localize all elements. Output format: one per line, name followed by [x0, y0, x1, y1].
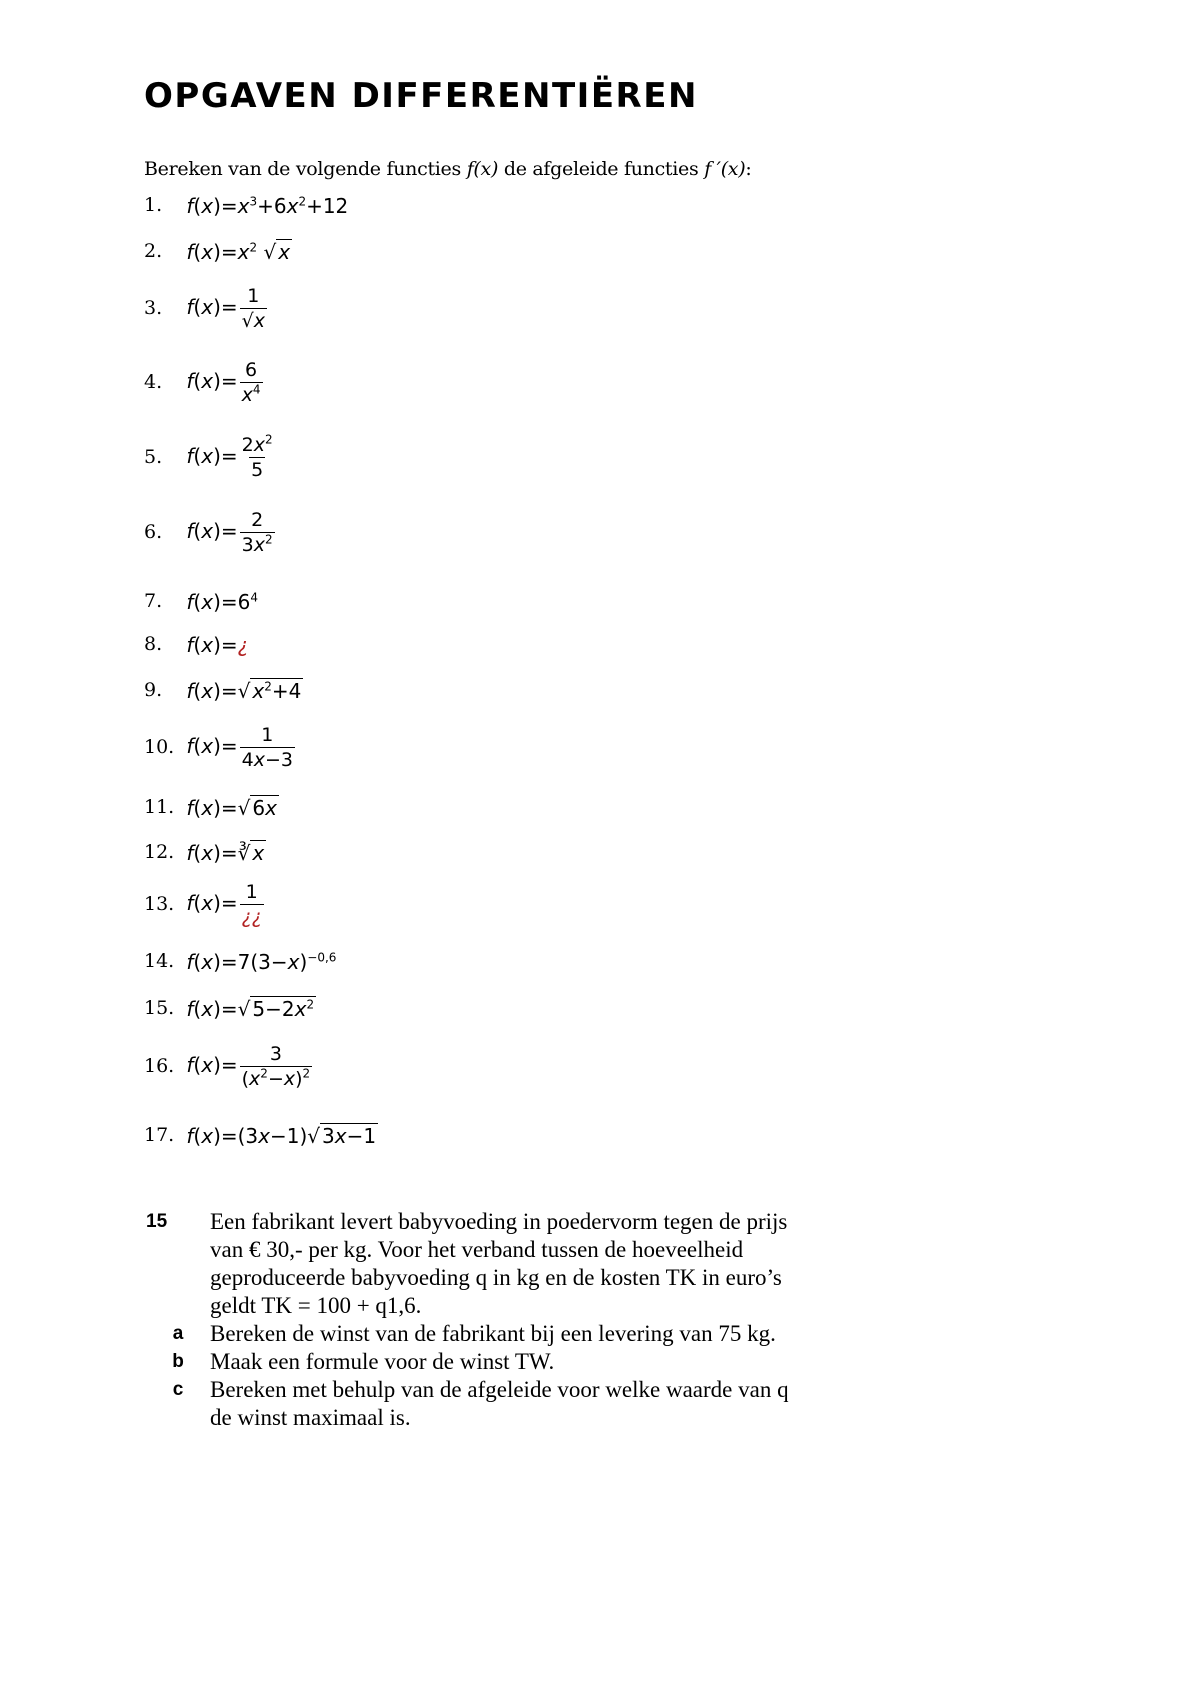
exercise-9 [144, 677, 303, 703]
exercise-number: 7. [144, 590, 163, 612]
formula: f(x)= $\frac{1}{√x}$ [186, 285, 265, 332]
exercise-4 [144, 358, 263, 407]
exercise-number: 3. [144, 297, 163, 319]
problem-number: 15 [146, 1211, 168, 1232]
exercise-number: 5. [144, 446, 163, 468]
subquestion-label: a [172, 1323, 184, 1344]
formula: $f(x)=x^2$ √ x [186, 239, 291, 264]
subquestion-label: c [172, 1379, 184, 1400]
formula: $f(x)=6^4$ [186, 589, 258, 614]
formula: f(x)= $\frac{1}{4x-3}$ [186, 724, 293, 771]
formula: f(x)= $\frac{3}{(x^2-x)^2}$ [186, 1043, 311, 1090]
exercise-13 [144, 880, 264, 929]
exercise-17 [144, 1122, 378, 1148]
formula: f(x)=(3x−1)√ 3x−1 [186, 1123, 377, 1148]
formula: $f(x)=7(3-x)^{-0,6}$ [186, 949, 337, 974]
exercise-number: 2. [144, 240, 163, 262]
subquestion-b [146, 1348, 890, 1376]
exercise-number: 12. [144, 841, 175, 863]
exercise-3 [144, 284, 267, 333]
exercise-number: 9. [144, 679, 163, 701]
exercise-number: 4. [144, 371, 163, 393]
formula: f(x)= $\frac{1}{¿¿}$ [186, 881, 262, 928]
exercise-16 [144, 1042, 312, 1091]
formula: f(x)=∛ x [186, 840, 265, 865]
problem-15 [146, 1208, 890, 1432]
exercise-number: 16. [144, 1055, 175, 1077]
subquestion-text: Bereken de winst van de fabrikant bij een levering van 75 kg. [210, 1321, 776, 1346]
subquestion-a [146, 1320, 890, 1348]
exercise-number: 1. [144, 194, 163, 216]
exercise-2 [144, 238, 292, 264]
exercise-number: 15. [144, 997, 175, 1019]
subquestion-c [146, 1376, 890, 1432]
subquestion-text: Maak een formule voor de winst TW. [210, 1349, 555, 1374]
problem-intro [146, 1208, 890, 1320]
formula: f(x)=¿ [186, 632, 249, 657]
formula: f(x)= $\frac{6}{x^4}$ [186, 359, 261, 406]
intro-fx: f(x) [466, 158, 499, 180]
intro-before: Bereken van de volgende functies [144, 158, 461, 180]
formula: f(x)= $\frac{2}{3x^2}$ [186, 509, 273, 556]
formula: $f(x)=x^3+6x^2+12$ [186, 193, 349, 218]
exercise-11 [144, 794, 279, 820]
exercise-5 [144, 433, 275, 482]
page-title: OPGAVEN DIFFERENTIËREN [144, 76, 698, 116]
exercise-number: 13. [144, 893, 175, 915]
formula: f(x)=√ $x^2+4$ [186, 678, 302, 703]
exercise-6 [144, 508, 275, 557]
exercise-number: 6. [144, 521, 163, 543]
exercise-10 [144, 723, 295, 772]
exercise-15 [144, 995, 316, 1021]
exercise-12 [144, 839, 266, 865]
formula: f(x)= $\frac{2x^2}{5}$ [186, 432, 273, 481]
intro-fpx: f ′(x) [704, 158, 746, 180]
subquestion-label: b [172, 1351, 184, 1372]
intro-text: Bereken van de volgende functies f(x) de afgeleide functies f ′(x): [144, 158, 752, 180]
formula: f(x)=√ $5-2x^2$ [186, 996, 315, 1021]
exercise-number: 11. [144, 796, 175, 818]
subquestion-text: Bereken met behulp van de afgeleide voor welke waarde van q de winst maximaal is. [210, 1377, 789, 1430]
problem-text: Een fabrikant levert babyvoeding in poedervorm tegen de prijs van € 30,- per kg. Voor het verband tussen de hoeveelheid geproduceerde babyvoeding q in kg en de kosten TK in euro’s geldt TK = 100 + q1,6. [210, 1209, 788, 1318]
exercise-number: 14. [144, 950, 175, 972]
intro-middle: de afgeleide functies [503, 158, 699, 180]
exercise-7 [144, 588, 258, 614]
formula: f(x)=√ 6x [186, 795, 277, 820]
exercise-14 [144, 948, 336, 974]
exercise-8 [144, 631, 248, 657]
exercise-number: 10. [144, 736, 175, 758]
exercise-number: 17. [144, 1124, 175, 1146]
exercise-number: 8. [144, 633, 163, 655]
exercise-1 [144, 192, 348, 218]
